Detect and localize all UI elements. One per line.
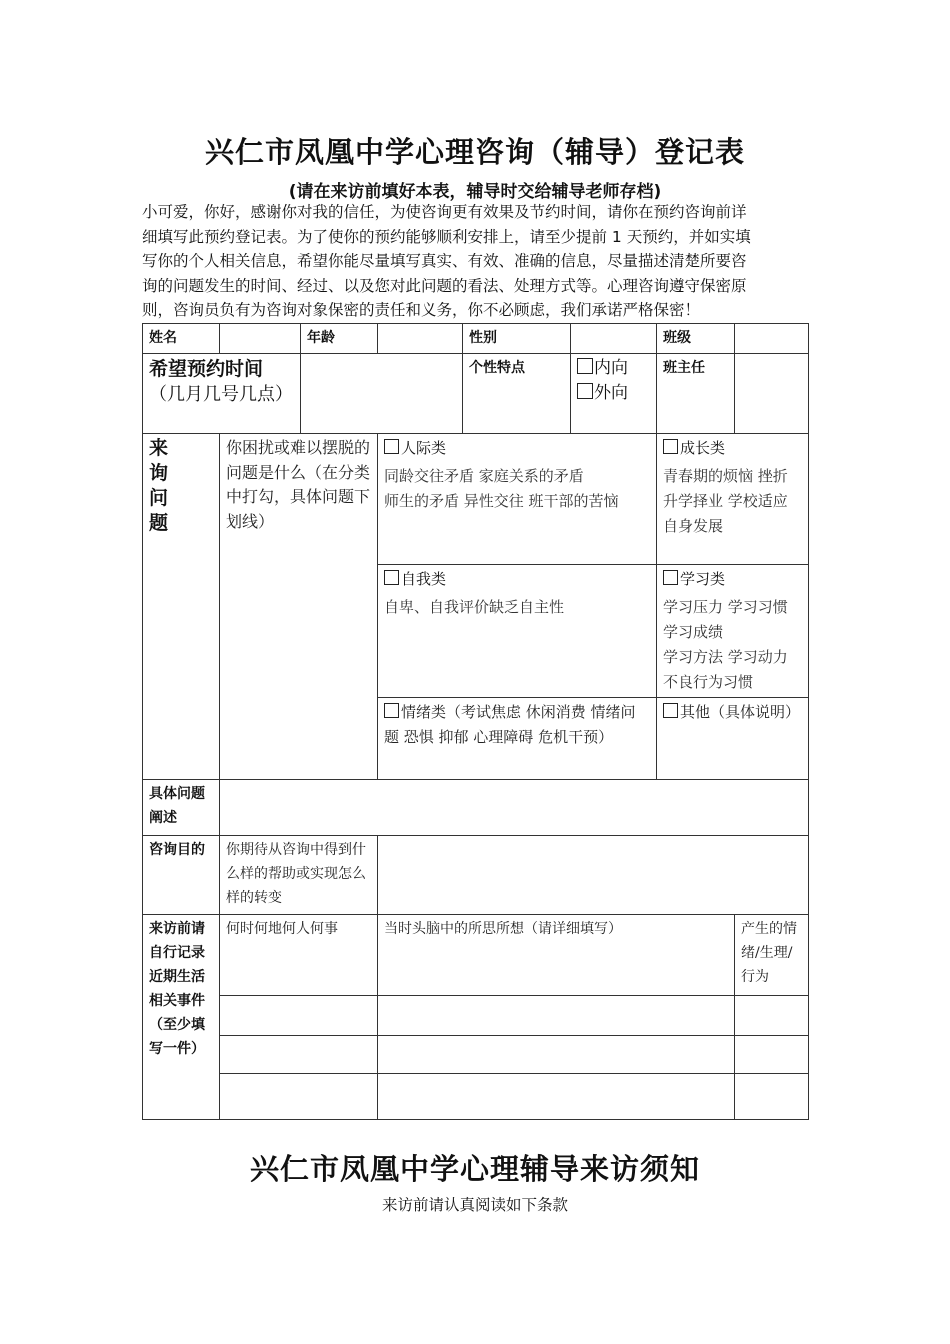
introvert-text: 内向 <box>594 358 628 378</box>
problem-label-cell <box>143 434 220 780</box>
record-entry-when[interactable] <box>220 1036 378 1074</box>
introvert-option[interactable] <box>577 356 650 381</box>
record-col-when: 何时何地何人何事 <box>220 915 378 996</box>
personality-options <box>571 354 657 434</box>
class-label: 班级 <box>657 324 735 354</box>
record-col-thoughts: 当时头脑中的所思所想（请详细填写） <box>378 915 735 996</box>
notice-title: 兴仁市凤凰中学心理辅导来访须知 <box>249 1152 700 1186</box>
purpose-hint: 你期待从咨询中得到什么样的帮助或实现怎么样的转变 <box>220 836 378 915</box>
growth-item: 青春期的烦恼 挫折 <box>663 467 788 485</box>
class-field[interactable] <box>735 324 809 354</box>
record-entry-thoughts[interactable] <box>378 1074 735 1120</box>
intro-line: 写你的个人相关信息，希望你能尽量填写真实、有效、准确的信息，尽量描述清楚所要咨 <box>142 252 747 270</box>
category-self <box>378 565 657 698</box>
checkbox-icon[interactable] <box>577 383 593 399</box>
self-item: 自卑、自我评价缺乏自主性 <box>384 598 565 616</box>
category-interpersonal <box>378 434 657 565</box>
growth-item: 升学择业 学校适应 自身发展 <box>663 492 788 535</box>
record-label: 来访前请自行记录近期生活相关事件（至少填写一件） <box>143 915 220 1120</box>
appointment-label: 希望预约时间 <box>149 358 264 380</box>
record-entry-emotion[interactable] <box>735 1036 809 1074</box>
problem-hint: 你困扰或难以摆脱的问题是什么（在分类中打勾，具体问题下划线） <box>220 434 378 780</box>
record-col-emotion: 产生的情绪/生理/行为 <box>735 915 809 996</box>
checkbox-icon[interactable] <box>384 703 399 718</box>
name-field[interactable] <box>220 324 301 354</box>
teacher-label: 班主任 <box>657 354 735 434</box>
category-other <box>657 698 809 780</box>
purpose-field[interactable] <box>378 836 809 915</box>
form-subtitle: (请在来访前填好本表，辅导时交给辅导老师存档) <box>288 182 662 202</box>
extrovert-option[interactable] <box>577 381 650 406</box>
notice-subtitle: 来访前请认真阅读如下条款 <box>381 1196 568 1214</box>
category-study <box>657 565 809 698</box>
personality-label: 个性特点 <box>463 354 571 434</box>
appointment-label-cell <box>143 354 301 434</box>
growth-title: 成长类 <box>680 439 726 457</box>
appointment-hint: （几月几号几点） <box>149 384 293 405</box>
intro-line: 则，咨询员负有为咨询对象保密的责任和义务，你不必顾虑，我们承诺严格保密！ <box>142 301 701 319</box>
extrovert-text: 外向 <box>594 383 628 403</box>
checkbox-icon[interactable] <box>663 439 678 454</box>
checkbox-icon[interactable] <box>384 439 399 454</box>
category-growth <box>657 434 809 565</box>
record-entry-thoughts[interactable] <box>378 996 735 1036</box>
age-label: 年龄 <box>301 324 378 354</box>
detail-label: 具体问题阐述 <box>143 780 220 836</box>
intro-line: 细填写此预约登记表。为了使你的预约能够顺利安排上，请至少提前 1 天预约，并如实填 <box>142 227 751 246</box>
study-item: 学习压力 学习习惯 学习成绩 <box>663 598 788 641</box>
study-title: 学习类 <box>680 570 726 588</box>
form-title: 兴仁市凤凰中学心理咨询（辅导）登记表 <box>204 135 745 169</box>
checkbox-icon[interactable] <box>663 703 678 718</box>
checkbox-icon[interactable] <box>384 570 399 585</box>
record-entry-emotion[interactable] <box>735 1074 809 1120</box>
checkbox-icon[interactable] <box>577 358 593 374</box>
age-field[interactable] <box>378 324 463 354</box>
registration-table <box>142 323 809 1120</box>
appointment-field[interactable] <box>301 354 463 434</box>
record-entry-emotion[interactable] <box>735 996 809 1036</box>
gender-label: 性别 <box>463 324 571 354</box>
interpersonal-item: 同龄交往矛盾 家庭关系的矛盾 <box>384 467 584 485</box>
emotion-title: 情绪类（考试焦虑 休闲消费 情绪问题 恐惧 抑郁 心理障碍 危机干预） <box>384 703 636 746</box>
detail-field[interactable] <box>220 780 809 836</box>
other-title: 其他（具体说明） <box>680 703 801 721</box>
intro-line: 小可爱，你好，感谢你对我的信任，为使咨询更有效果及节约时间，请你在预约咨询前详 <box>142 203 747 221</box>
problem-label: 来询问题 <box>149 437 169 534</box>
record-entry-when[interactable] <box>220 996 378 1036</box>
record-entry-thoughts[interactable] <box>378 1036 735 1074</box>
gender-field[interactable] <box>571 324 657 354</box>
intro-paragraph <box>142 200 810 323</box>
self-title: 自我类 <box>401 570 447 588</box>
teacher-field[interactable] <box>735 354 809 434</box>
checkbox-icon[interactable] <box>663 570 678 585</box>
category-emotion <box>378 698 657 780</box>
interpersonal-title: 人际类 <box>401 439 447 457</box>
name-label: 姓名 <box>143 324 220 354</box>
record-entry-when[interactable] <box>220 1074 378 1120</box>
intro-line: 询的问题发生的时间、经过、以及您对此问题的看法、处理方式等。心理咨询遵守保密原 <box>142 276 747 295</box>
purpose-label: 咨询目的 <box>143 836 220 915</box>
interpersonal-item: 师生的矛盾 异性交往 班干部的苦恼 <box>384 492 619 510</box>
study-item: 学习方法 学习动力 不良行为习惯 <box>663 648 788 691</box>
